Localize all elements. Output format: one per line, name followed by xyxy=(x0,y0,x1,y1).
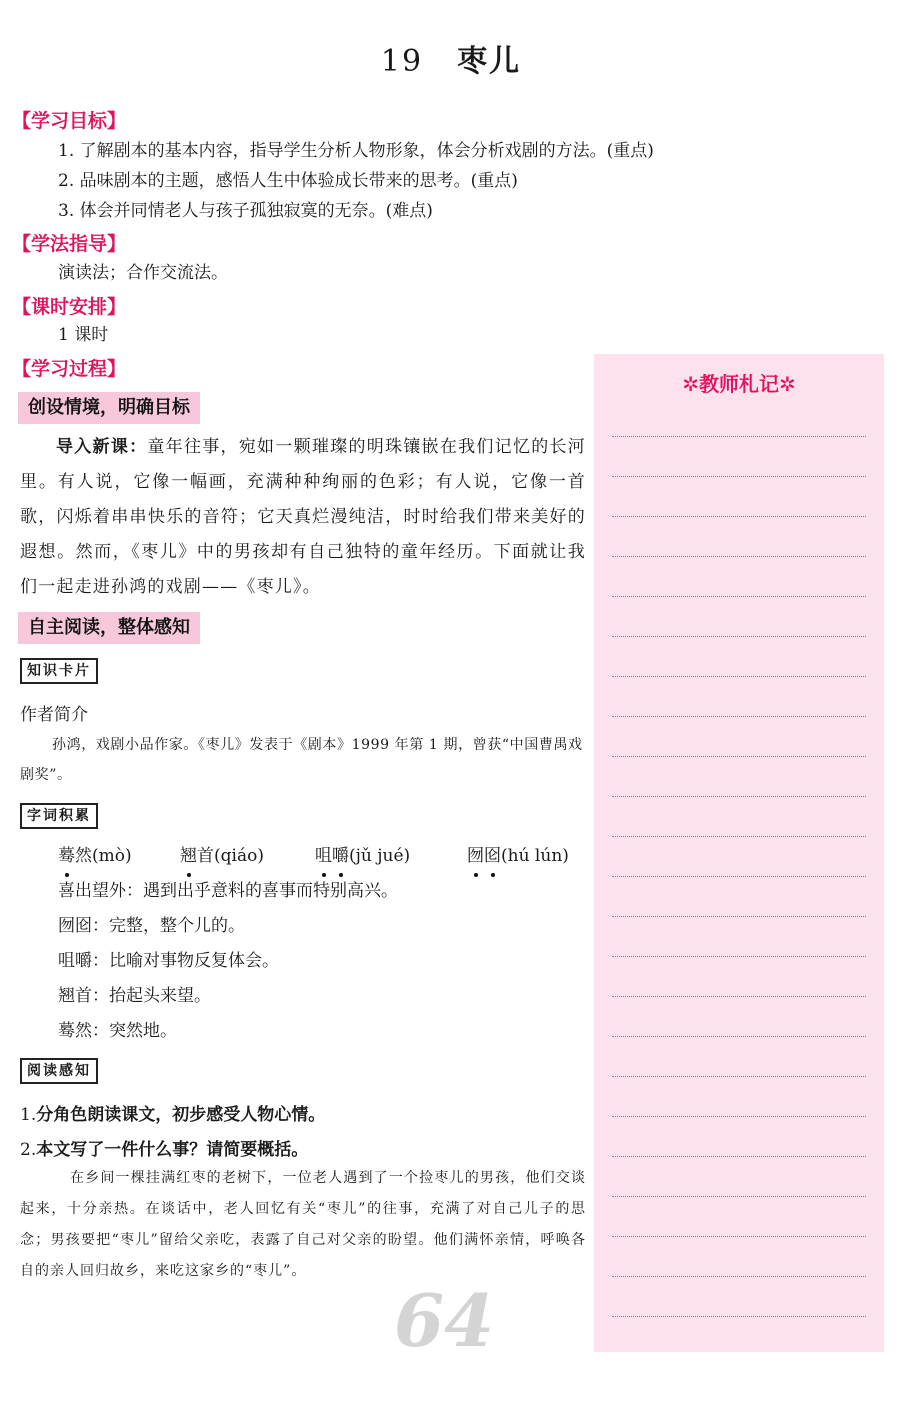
notes-line xyxy=(612,596,866,597)
notes-line xyxy=(612,636,866,637)
pinyin-3-reading: (jǔ jué) xyxy=(349,846,411,866)
notes-line xyxy=(612,796,866,797)
author-text: 孙鸿，戏剧小品作家。《枣儿》发表于《剧本》1999 年第 1 期，曾获“中国曹禺戏剧奖”。 xyxy=(20,737,583,783)
notes-line xyxy=(612,1316,866,1317)
teacher-notes-panel xyxy=(594,354,884,1352)
methods-heading: 【学法指导】 xyxy=(12,233,127,255)
lesson-number: 19 xyxy=(380,44,424,79)
notes-line xyxy=(612,916,866,917)
question-2 xyxy=(20,1135,308,1160)
question-1-number: 1. xyxy=(20,1105,37,1125)
definition-5: 蓦然：突然地。 xyxy=(58,1021,177,1041)
pinyin-4-char-1: 囫 xyxy=(467,841,484,871)
notes-line xyxy=(612,516,866,517)
teacher-notes-title: ✲教师札记✲ xyxy=(682,372,796,396)
pinyin-3-char-2: 嚼 xyxy=(332,841,349,871)
notes-line xyxy=(612,556,866,557)
notes-line xyxy=(612,836,866,837)
intro-text: 童年往事，宛如一颗璀璨的明珠镶嵌在我们记忆的长河里。有人说，它像一幅画，充满种种绚丽的色彩；有人说，它像一首歌，闪烁着串串快乐的音符；它天真烂漫纯洁，时时给我们带来美好的遐想。然而，《枣儿》中的男孩却有自己独特的童年经历。下面就让我们一起走进孙鸿的戏剧——《枣儿》。 xyxy=(20,437,586,597)
pinyin-2: 翘首(qiáo) xyxy=(180,841,264,871)
question-2-number: 2. xyxy=(20,1140,37,1160)
lesson-title xyxy=(0,36,902,80)
pinyin-1: 蓦然(mò) xyxy=(58,841,132,871)
goal-item-2: 2. 品味剧本的主题，感悟人生中体验成长带来的思考。(重点) xyxy=(58,171,518,191)
pinyin-4-char-2: 囵 xyxy=(484,841,501,871)
pinyin-2-reading: (qiáo) xyxy=(214,846,264,866)
schedule-text: 1 课时 xyxy=(58,325,109,345)
notes-line xyxy=(612,756,866,757)
notes-line xyxy=(612,1156,866,1157)
process-heading: 【学习过程】 xyxy=(12,358,127,380)
notes-line xyxy=(612,716,866,717)
pinyin-3 xyxy=(315,841,410,871)
page-number: 64 xyxy=(394,1278,495,1363)
definition-2: 囫囵：完整，整个儿的。 xyxy=(58,916,245,936)
definition-4: 翘首：抬起头来望。 xyxy=(58,986,211,1006)
pinyin-1-reading: (mò) xyxy=(92,846,132,866)
reading-label: 阅读感知 xyxy=(20,1058,98,1084)
goal-item-3: 3. 体会并同情老人与孩子孤独寂寞的无奈。(难点) xyxy=(58,201,433,221)
notes-line xyxy=(612,1276,866,1277)
section2-band: 自主阅读，整体感知 xyxy=(18,612,200,644)
pinyin-4-reading: (hú lún) xyxy=(501,846,569,866)
question-2-text: 本文写了一件什么事？请简要概括。 xyxy=(36,1140,309,1160)
notes-line xyxy=(612,996,866,997)
goal-item-1: 1. 了解剧本的基本内容，指导学生分析人物形象，体会分析戏剧的方法。(重点) xyxy=(58,141,654,161)
pinyin-1-char-1: 蓦 xyxy=(58,841,75,871)
vocab-label: 字词积累 xyxy=(20,803,98,829)
schedule-heading: 【课时安排】 xyxy=(12,296,127,318)
notes-line xyxy=(612,1036,866,1037)
intro-lead: 导入新课： xyxy=(56,437,148,457)
notes-line xyxy=(612,436,866,437)
section1-paragraph xyxy=(20,430,586,605)
pinyin-4 xyxy=(467,841,569,871)
knowledge-card-label: 知识卡片 xyxy=(20,658,98,684)
section1-band: 创设情境，明确目标 xyxy=(18,392,200,424)
notes-line xyxy=(612,1076,866,1077)
definition-1: 喜出望外：遇到出乎意料的喜事而特别高兴。 xyxy=(58,881,398,901)
notes-line xyxy=(612,676,866,677)
answer-text: 在乡间一棵挂满红枣的老树下，一位老人遇到了一个捡枣儿的男孩，他们交谈起来，十分亲热。在谈话中，老人回忆有关“枣儿”的往事，充满了对自己儿子的思念；男孩要把“枣儿”留给父亲吃，表露了自己对父亲的盼望。他们满怀亲情，呼唤各自的亲人回归故乡，来吃这家乡的“枣儿”。 xyxy=(20,1170,586,1279)
methods-text: 演读法；合作交流法。 xyxy=(58,263,228,283)
notes-line xyxy=(612,1236,866,1237)
lesson-name: 枣儿 xyxy=(457,44,522,79)
notes-line xyxy=(612,1196,866,1197)
question-1 xyxy=(20,1100,325,1125)
notes-line xyxy=(612,476,866,477)
notes-line xyxy=(612,1116,866,1117)
notes-line xyxy=(612,956,866,957)
notes-line xyxy=(612,876,866,877)
definition-3: 咀嚼：比喻对事物反复体会。 xyxy=(58,951,279,971)
goals-heading: 【学习目标】 xyxy=(12,110,127,132)
question-1-text: 分角色朗读课文，初步感受人物心情。 xyxy=(36,1105,326,1125)
pinyin-2-char-1: 翘 xyxy=(180,841,197,871)
pinyin-3-char-1: 咀 xyxy=(315,841,332,871)
author-heading: 作者简介 xyxy=(20,705,88,725)
